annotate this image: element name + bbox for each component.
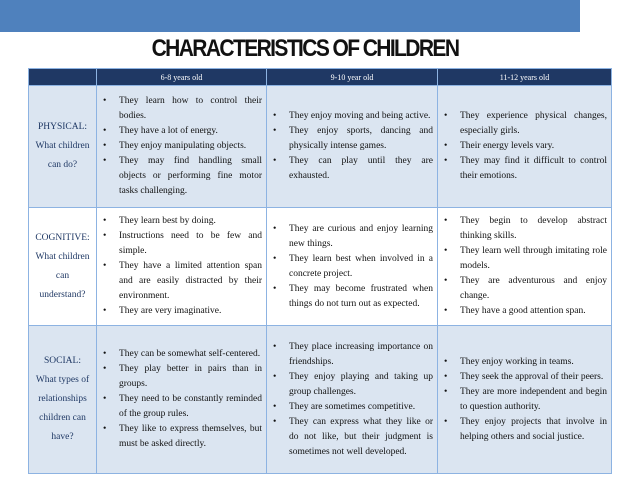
- cell-social-6-8: [97, 326, 267, 474]
- cell-physical-6-8: [97, 86, 267, 208]
- category-physical: [29, 86, 97, 208]
- list-item: • They need to be constantly reminded of the group rules.: [97, 392, 262, 422]
- list-item: • They may find handling small objects or performing fine motor tasks challenging.: [97, 154, 262, 199]
- category-line: What types of: [35, 375, 90, 385]
- list-item: • They learn best when involved in a concrete project.: [267, 252, 433, 282]
- list-item: • They are very imaginative.: [97, 304, 262, 319]
- top-banner: [0, 0, 580, 32]
- list-item: • Instructions need to be few and simple.: [97, 229, 262, 259]
- list-item: • They learn how to control their bodies.: [97, 94, 262, 124]
- category-line: can: [55, 270, 70, 281]
- list-item: • Their energy levels vary.: [438, 139, 607, 154]
- category-social: [29, 326, 97, 474]
- list-item: • They enjoy manipulating objects.: [97, 139, 262, 154]
- list-item: • They enjoy working in teams.: [438, 355, 607, 370]
- category-line: SOCIAL:: [44, 356, 81, 366]
- list-item: • They enjoy moving and being active.: [267, 109, 433, 124]
- list-item: • They seek the approval of their peers.: [438, 370, 607, 385]
- list-item: • They enjoy sports, dancing and physically intense games.: [267, 124, 433, 154]
- list-item: • They are more independent and begin to question authority.: [438, 385, 607, 415]
- category-line: can do?: [47, 160, 78, 170]
- category-line: PHYSICAL:: [37, 122, 88, 132]
- category-line: have?: [51, 432, 74, 442]
- category-cognitive: [29, 208, 97, 326]
- list-item: • They may become frustrated when things do not turn out as expected.: [267, 282, 433, 312]
- header-row: [29, 69, 612, 86]
- list-item: • They experience physical changes, especially girls.: [438, 109, 607, 139]
- category-line: children can: [39, 413, 86, 423]
- column-header-11-12: 11-12 years old: [438, 69, 612, 86]
- list-item: • They learn well through imitating role models.: [438, 244, 607, 274]
- list-item: • They are adventurous and enjoy change.: [438, 274, 607, 304]
- list-item: • They enjoy playing and taking up group challenges.: [267, 370, 433, 400]
- list-item: • They enjoy projects that involve in helping others and social justice.: [438, 415, 607, 445]
- category-line: relationships: [38, 394, 87, 404]
- characteristics-table: [28, 68, 612, 474]
- cell-cognitive-11-12: [438, 208, 612, 326]
- list-item: • They may find it difficult to control their emotions.: [438, 154, 607, 184]
- row-social: [29, 326, 612, 474]
- list-item: • They can express what they like or do not like, but their judgment is sometimes not well developed.: [267, 415, 433, 460]
- category-line: COGNITIVE:: [35, 232, 90, 243]
- list-item: • They have a lot of energy.: [97, 124, 262, 139]
- category-line: understand?: [39, 289, 86, 300]
- page-title: CHARACTERISTICS OF CHILDREN: [151, 35, 459, 62]
- cell-cognitive-9-10: [267, 208, 438, 326]
- list-item: • They are sometimes competitive.: [267, 400, 433, 415]
- list-item: • They play better in pairs than in groups.: [97, 362, 262, 392]
- cell-social-9-10: [267, 326, 438, 474]
- row-cognitive: [29, 208, 612, 326]
- row-physical: [29, 86, 612, 208]
- cell-cognitive-6-8: [97, 208, 267, 326]
- cell-social-11-12: [438, 326, 612, 474]
- cell-physical-11-12: [438, 86, 612, 208]
- header-corner: [29, 69, 97, 86]
- list-item: • They can play until they are exhausted.: [267, 154, 433, 184]
- list-item: • They can be somewhat self-centered.: [97, 347, 262, 362]
- column-header-9-10: 9-10 year old: [267, 69, 438, 86]
- list-item: • They begin to develop abstract thinking skills.: [438, 214, 607, 244]
- category-line: What children: [35, 141, 90, 151]
- cell-physical-9-10: [267, 86, 438, 208]
- category-line: What children: [35, 251, 90, 262]
- list-item: • They like to express themselves, but must be asked directly.: [97, 422, 262, 452]
- list-item: • They have a good attention span.: [438, 304, 607, 319]
- list-item: • They are curious and enjoy learning new things.: [267, 222, 433, 252]
- column-header-6-8: 6-8 years old: [97, 69, 267, 86]
- list-item: • They have a limited attention span and are easily distracted by their environment.: [97, 259, 262, 304]
- list-item: • They place increasing importance on friendships.: [267, 340, 433, 370]
- list-item: • They learn best by doing.: [97, 214, 262, 229]
